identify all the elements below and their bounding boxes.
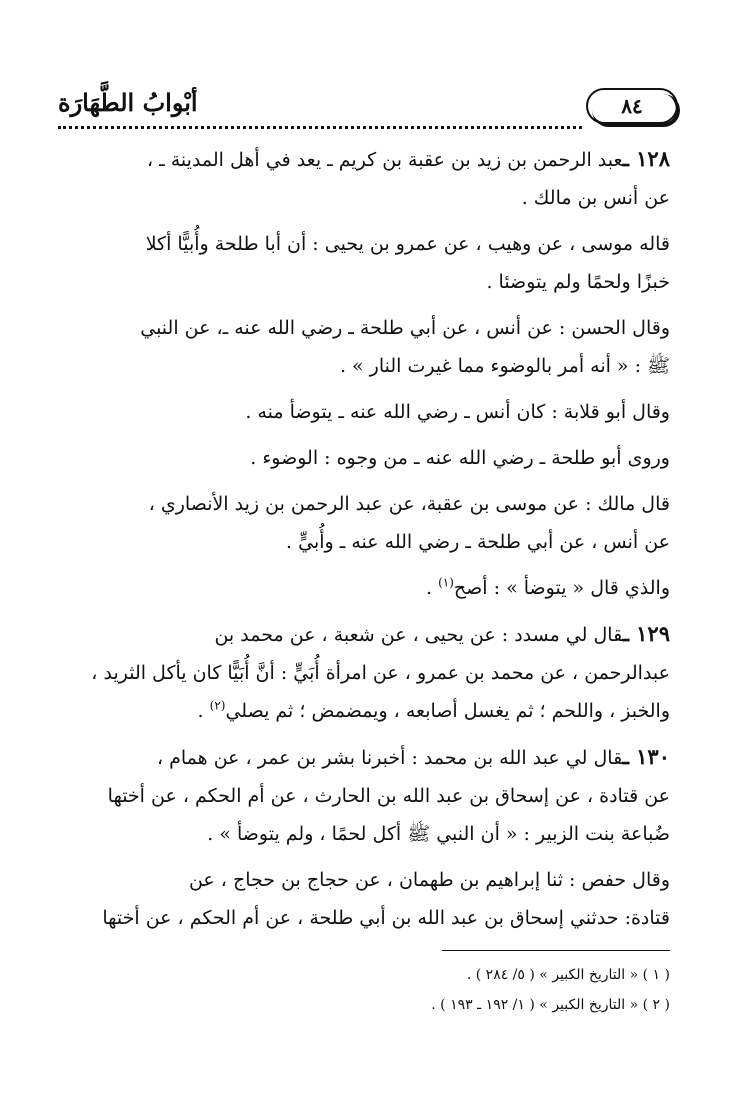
hadith-number: ١٣٠ ـ: [622, 744, 670, 769]
text-line: وروى أبو طلحة ـ رضي الله عنه ـ من وجوه : الوضوء .: [250, 447, 670, 469]
footnote-2: ( ٢ ) « التاريخ الكبير » ( ١/ ١٩٢ ـ ١٩٣ ) .: [431, 997, 670, 1013]
hadith-number: ١٢٨ ـ: [622, 146, 670, 171]
paragraph: [58, 225, 670, 301]
paragraph: [58, 485, 670, 561]
page-number-badge: [586, 88, 678, 124]
page-body: [58, 140, 670, 945]
paragraph-129: [58, 615, 670, 730]
text-line: ضُباعة بنت الزبير : « أن النبي ﷺ أكل لحمًا ، ولم يتوضأ » .: [207, 823, 670, 845]
paragraph: [58, 439, 670, 477]
text-line: قال مالك : عن موسى بن عقبة، عن عبد الرحمن بن زيد الأنصاري ،: [148, 493, 670, 515]
text-line: عبدالرحمن ، عن محمد بن عمرو ، عن امرأة أُبَيٍّ : أنَّ أُبَيًّا كان يأكل الثريد ،: [91, 662, 670, 684]
text-line: والذي قال « يتوضأ » : أصح$^{(١)}$ .: [425, 575, 670, 599]
paragraph: [58, 393, 670, 431]
text-line: ١٣٠ ـقال لي عبد الله بن محمد : أخبرنا بشر بن عمر ، عن همام ،: [156, 744, 670, 769]
header-divider: [58, 126, 582, 129]
text-line: عن أنس ، عن أبي طلحة ـ رضي الله عنه ـ وأُبيٍّ .: [286, 531, 670, 553]
text-line: خبزًا ولحمًا ولم يتوضئا .: [486, 271, 670, 293]
text-line: ﷺ : « أنه أمر بالوضوء مما غيرت النار » .: [339, 355, 670, 377]
footnote-1: ( ١ ) « التاريخ الكبير » ( ٥/ ٢٨٤ ) .: [466, 967, 670, 983]
paragraph: [58, 309, 670, 385]
page-header: [58, 82, 678, 132]
footnotes: [58, 960, 670, 1020]
page-number: ٨٤: [621, 94, 643, 118]
text-line: ١٢٩ ـقال لي مسدد : عن يحيى ، عن شعبة ، عن محمد بن: [214, 621, 670, 646]
hadith-number: ١٢٩ ـ: [622, 621, 670, 646]
paragraph: [58, 861, 670, 937]
book-title: أبْوابُ الطَّهَارَة: [58, 88, 198, 117]
text-line: عن أنس بن مالك .: [521, 187, 670, 209]
footnote-ref: (٢): [209, 698, 226, 713]
text-line: وقال أبو قلابة : كان أنس ـ رضي الله عنه ـ يتوضأ منه .: [245, 401, 670, 423]
text-line: قاله موسى ، عن وهيب ، عن عمرو بن يحيى : أن أبا طلحة وأُبيًّا أكلا: [145, 233, 670, 255]
text-line: ١٢٨ ـعبد الرحمن بن زيد بن عقبة بن كريم ـ يعد في أهل المدينة ـ ،: [146, 146, 670, 171]
text-line: عن قتادة ، عن إسحاق بن عبد الله بن الحارث ، عن أم الحكم ، عن أختها: [107, 785, 670, 807]
footnote-ref: (١): [438, 575, 454, 590]
text-line: وقال الحسن : عن أنس ، عن أبي طلحة ـ رضي الله عنه ـ، عن النبي: [140, 317, 670, 339]
text-line: وقال حفص : ثنا إبراهيم بن طهمان ، عن حجاج بن حجاج ، عن: [188, 869, 670, 891]
paragraph-130: [58, 738, 670, 853]
text-line: والخبز ، واللحم ؛ ثم يغسل أصابعه ، ويمضمض ؛ ثم يصلي$^{(٢)}$ .: [197, 698, 670, 722]
footnote-divider: [442, 950, 670, 951]
text-line: قتادة: حدثني إسحاق بن عبد الله بن أبي طلحة ، عن أم الحكم ، عن أختها: [102, 907, 670, 929]
paragraph: [58, 569, 670, 607]
paragraph-128: [58, 140, 670, 217]
